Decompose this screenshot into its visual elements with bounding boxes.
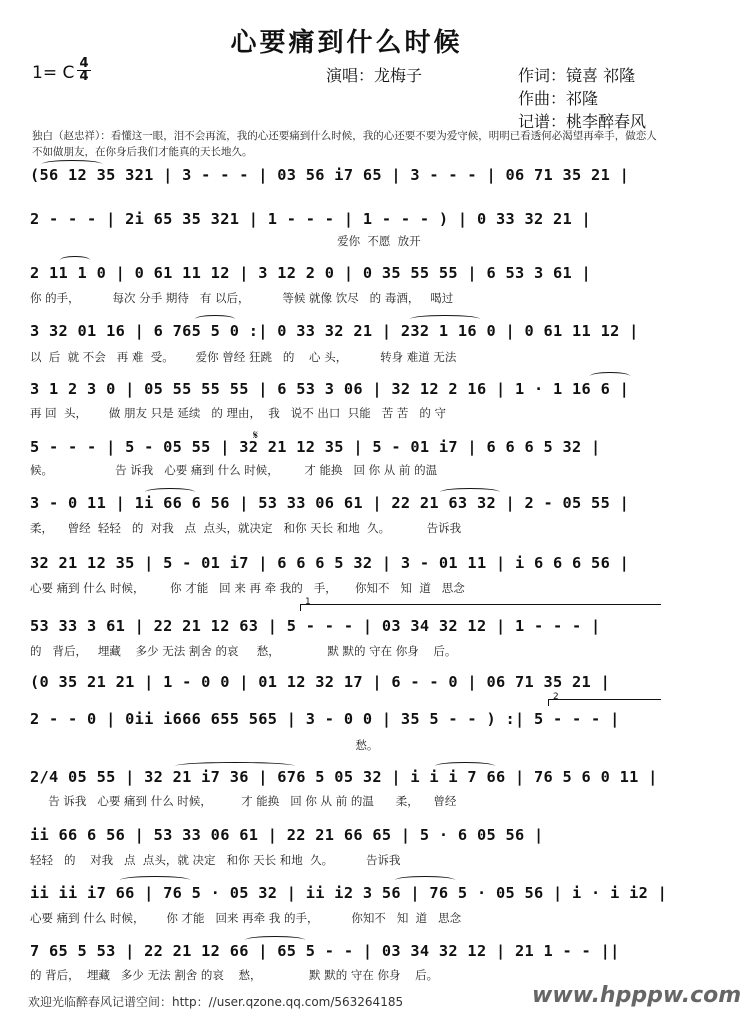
score-row: 7 65 5 53 | 22 21 12 66 | 65 5 - - | 03 34 32 12 | 21 1 - - || — [30, 942, 620, 960]
lyric-row: 以 后 就 不会 再 难 受。 爱你 曾经 狂跳 的 心 头， 转身 难道 无法 — [30, 350, 457, 364]
lyric-row: 心要 痛到 什么 时候， 你 才能 回来 再牵 我 的手， 你知不 知 道 思念 — [30, 911, 462, 925]
slur-arc — [410, 315, 480, 323]
footer-note: 欢迎光临醉春风记谱空间：http：//user.qzone.qq.com/563264185 — [28, 995, 404, 1009]
score-row: ii 66 6 56 | 53 33 06 61 | 22 21 66 65 | 5 · 6 05 56 | — [30, 826, 544, 844]
slur-arc — [60, 256, 90, 264]
volta-bracket-1: 1 — [300, 604, 661, 611]
volta-bracket-2: 2 — [548, 699, 661, 706]
score-row: 2 - - - | 2i 65 35 321 | 1 - - - | 1 - - - ) | 0 33 32 21 | — [30, 210, 592, 228]
score-row: 2/4 05 55 | 32 21 i7 36 | 676 5 05 32 | i i i 7 66 | 76 5 6 0 11 | — [30, 768, 658, 786]
slur-arc — [245, 936, 305, 944]
slur-arc — [145, 488, 195, 496]
score-row: 5 - - - | 5 - 05 55 | 32 21 12 35 | 5 - 01 i7 | 6 6 6 5 32 | — [30, 438, 601, 456]
lyric-row: 告 诉我 心要 痛到 什么 时候， 才 能换 回 你 从 前 的温 柔， 曾经 — [30, 794, 457, 808]
slur-arc — [195, 315, 235, 323]
slur-arc — [395, 876, 455, 884]
transcriber-credit: 记谱：桃李醉春风 — [518, 112, 647, 131]
lyric-row: 轻轻 的 对我 点 点头，就 决定 和你 天长 和地 久。 告诉我 — [30, 853, 401, 867]
singer-credit: 演唱：龙梅子 — [326, 66, 423, 85]
composer-credit: 作曲：祁隆 — [518, 89, 599, 108]
site-watermark: www.hpppw.com — [532, 983, 741, 1008]
lyric-row: 愁。 — [30, 738, 379, 752]
meter-bottom: 4 — [79, 69, 89, 84]
monologue-text: 独白（赵忠祥）：看懂这一眼，泪不会再流，我的心还要痛到什么时候，我的心还要不要为爱守候，明明已看透何必渴望再牵手，做恋人不如做朋友，在你身后我们才能真的天长地久。 — [32, 130, 657, 158]
score-row: (56 12 35 321 | 3 - - - | 03 56 i7 65 | 3 - - - | 06 71 35 21 | — [30, 166, 630, 184]
song-title: 心要痛到什么时候 — [230, 28, 463, 58]
slur-arc — [590, 372, 630, 380]
slur-arc — [440, 488, 500, 496]
score-row: 3 - 0 11 | 1i 66 6 56 | 53 33 06 61 | 22 21 63 32 | 2 - 05 55 | — [30, 494, 630, 512]
segno-icon: 𝄋 — [253, 428, 259, 442]
score-row: 2 - - 0 | 0ii i666 655 565 | 3 - 0 0 | 35 5 - - ) :| 5 - - - | — [30, 710, 620, 728]
lyric-row: 再 回 头， 做 朋友 只是 延续 的 理由， 我 说不 出口 只能 苦 苦 的 守 — [30, 406, 446, 420]
score-row: ii ii i7 66 | 76 5 · 05 32 | ii i2 3 56 | 76 5 · 05 56 | i · i i2 | — [30, 884, 668, 902]
slur-arc — [42, 160, 102, 168]
lyric-row: 的 背后， 埋藏 多少 无法 割舍 的哀 愁， 默 默的 守在 你身 后。 — [30, 968, 439, 982]
score-row: 3 32 01 16 | 6 765 5 0 :| 0 33 32 21 | 232 1 16 0 | 0 61 11 12 | — [30, 322, 639, 340]
score-row: 32 21 12 35 | 5 - 01 i7 | 6 6 6 5 32 | 3 - 01 11 | i 6 6 6 56 | — [30, 554, 630, 572]
score-row: 2 11 1 0 | 0 61 11 12 | 3 12 2 0 | 0 35 55 55 | 6 53 3 61 | — [30, 264, 592, 282]
lyric-row: 你 的手， 每次 分手 期待 有 以后， 等候 就像 饮尽 的 毒酒， 喝过 — [30, 291, 454, 305]
lyric-row: 爱你 不愿 放开 — [30, 234, 421, 248]
lyric-row: 心要 痛到 什么 时候， 你 才能 回 来 再 牵 我的 手， 你知不 知 道 思念 — [30, 581, 465, 595]
key-signature: 1= C — [32, 63, 75, 83]
slur-arc — [120, 876, 190, 884]
lyric-row: 候。 告 诉我 心要 痛到 什么 时候， 才 能换 回 你 从 前 的温 — [30, 463, 438, 477]
score-row: (0 35 21 21 | 1 - 0 0 | 01 12 32 17 | 6 - - 0 | 06 71 35 21 | — [30, 673, 611, 691]
time-signature — [77, 58, 91, 83]
score-row: 3 1 2 3 0 | 05 55 55 55 | 6 53 3 06 | 32 12 2 16 | 1 · 1 16 6 | — [30, 380, 630, 398]
lyric-row: 柔， 曾经 轻轻 的 对我 点 点头，就决定 和你 天长 和地 久。 告诉我 — [30, 521, 462, 535]
meter-top: 4 — [77, 58, 91, 71]
score-row: 53 33 3 61 | 22 21 12 63 | 5 - - - | 03 34 32 12 | 1 - - - | — [30, 617, 601, 635]
slur-arc — [175, 762, 295, 770]
slur-arc — [435, 762, 495, 770]
lyricist-credit: 作词：镜喜 祁隆 — [518, 66, 636, 85]
lyric-row: 的 背后， 埋藏 多少 无法 割舍 的哀 愁， 默 默的 守在 你身 后。 — [30, 644, 457, 658]
